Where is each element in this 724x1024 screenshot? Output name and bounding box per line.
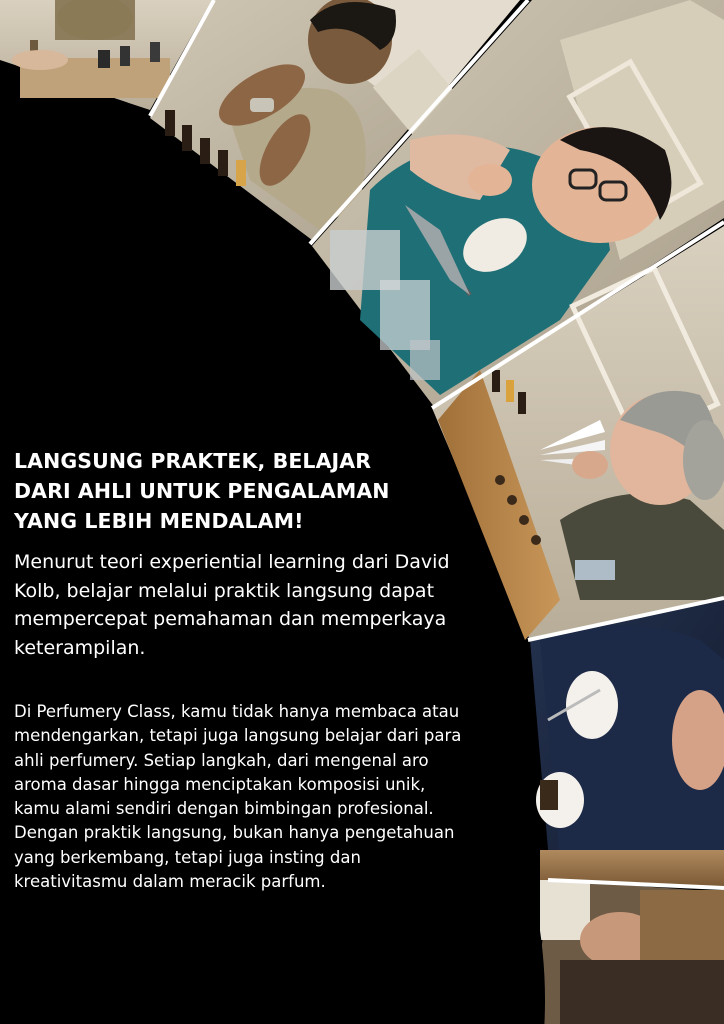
- body-paragraph: Di Perfumery Class, kamu tidak hanya membaca atau mendengarkan, tetapi juga langsung belajar dari para ahli perfumery. Setiap langkah, dari mengenal aro aroma dasar hingga menciptakan komposisi unik, kamu alami sendiri dengan bimbingan profesional. Dengan praktik langsung, bukan hanya pengetahuan yang berkembang, tetapi juga insting dan kreativitasmu dalam meracik parfum.: [14, 702, 462, 892]
- intro-paragraph: Menurut teori experiential learning dari David Kolb, belajar melalui praktik langsung dapat mempercepat pemahaman dan memperkaya keterampilan.: [14, 551, 450, 659]
- workshop-photo-table-closeup: [532, 880, 724, 1024]
- headline: LANGSUNG PRAKTEK, BELAJAR DARI AHLI UNTUK PENGALAMAN YANG LEBIH MENDALAM!: [14, 449, 390, 533]
- workshop-photo-hands-with-gloves: [530, 598, 724, 888]
